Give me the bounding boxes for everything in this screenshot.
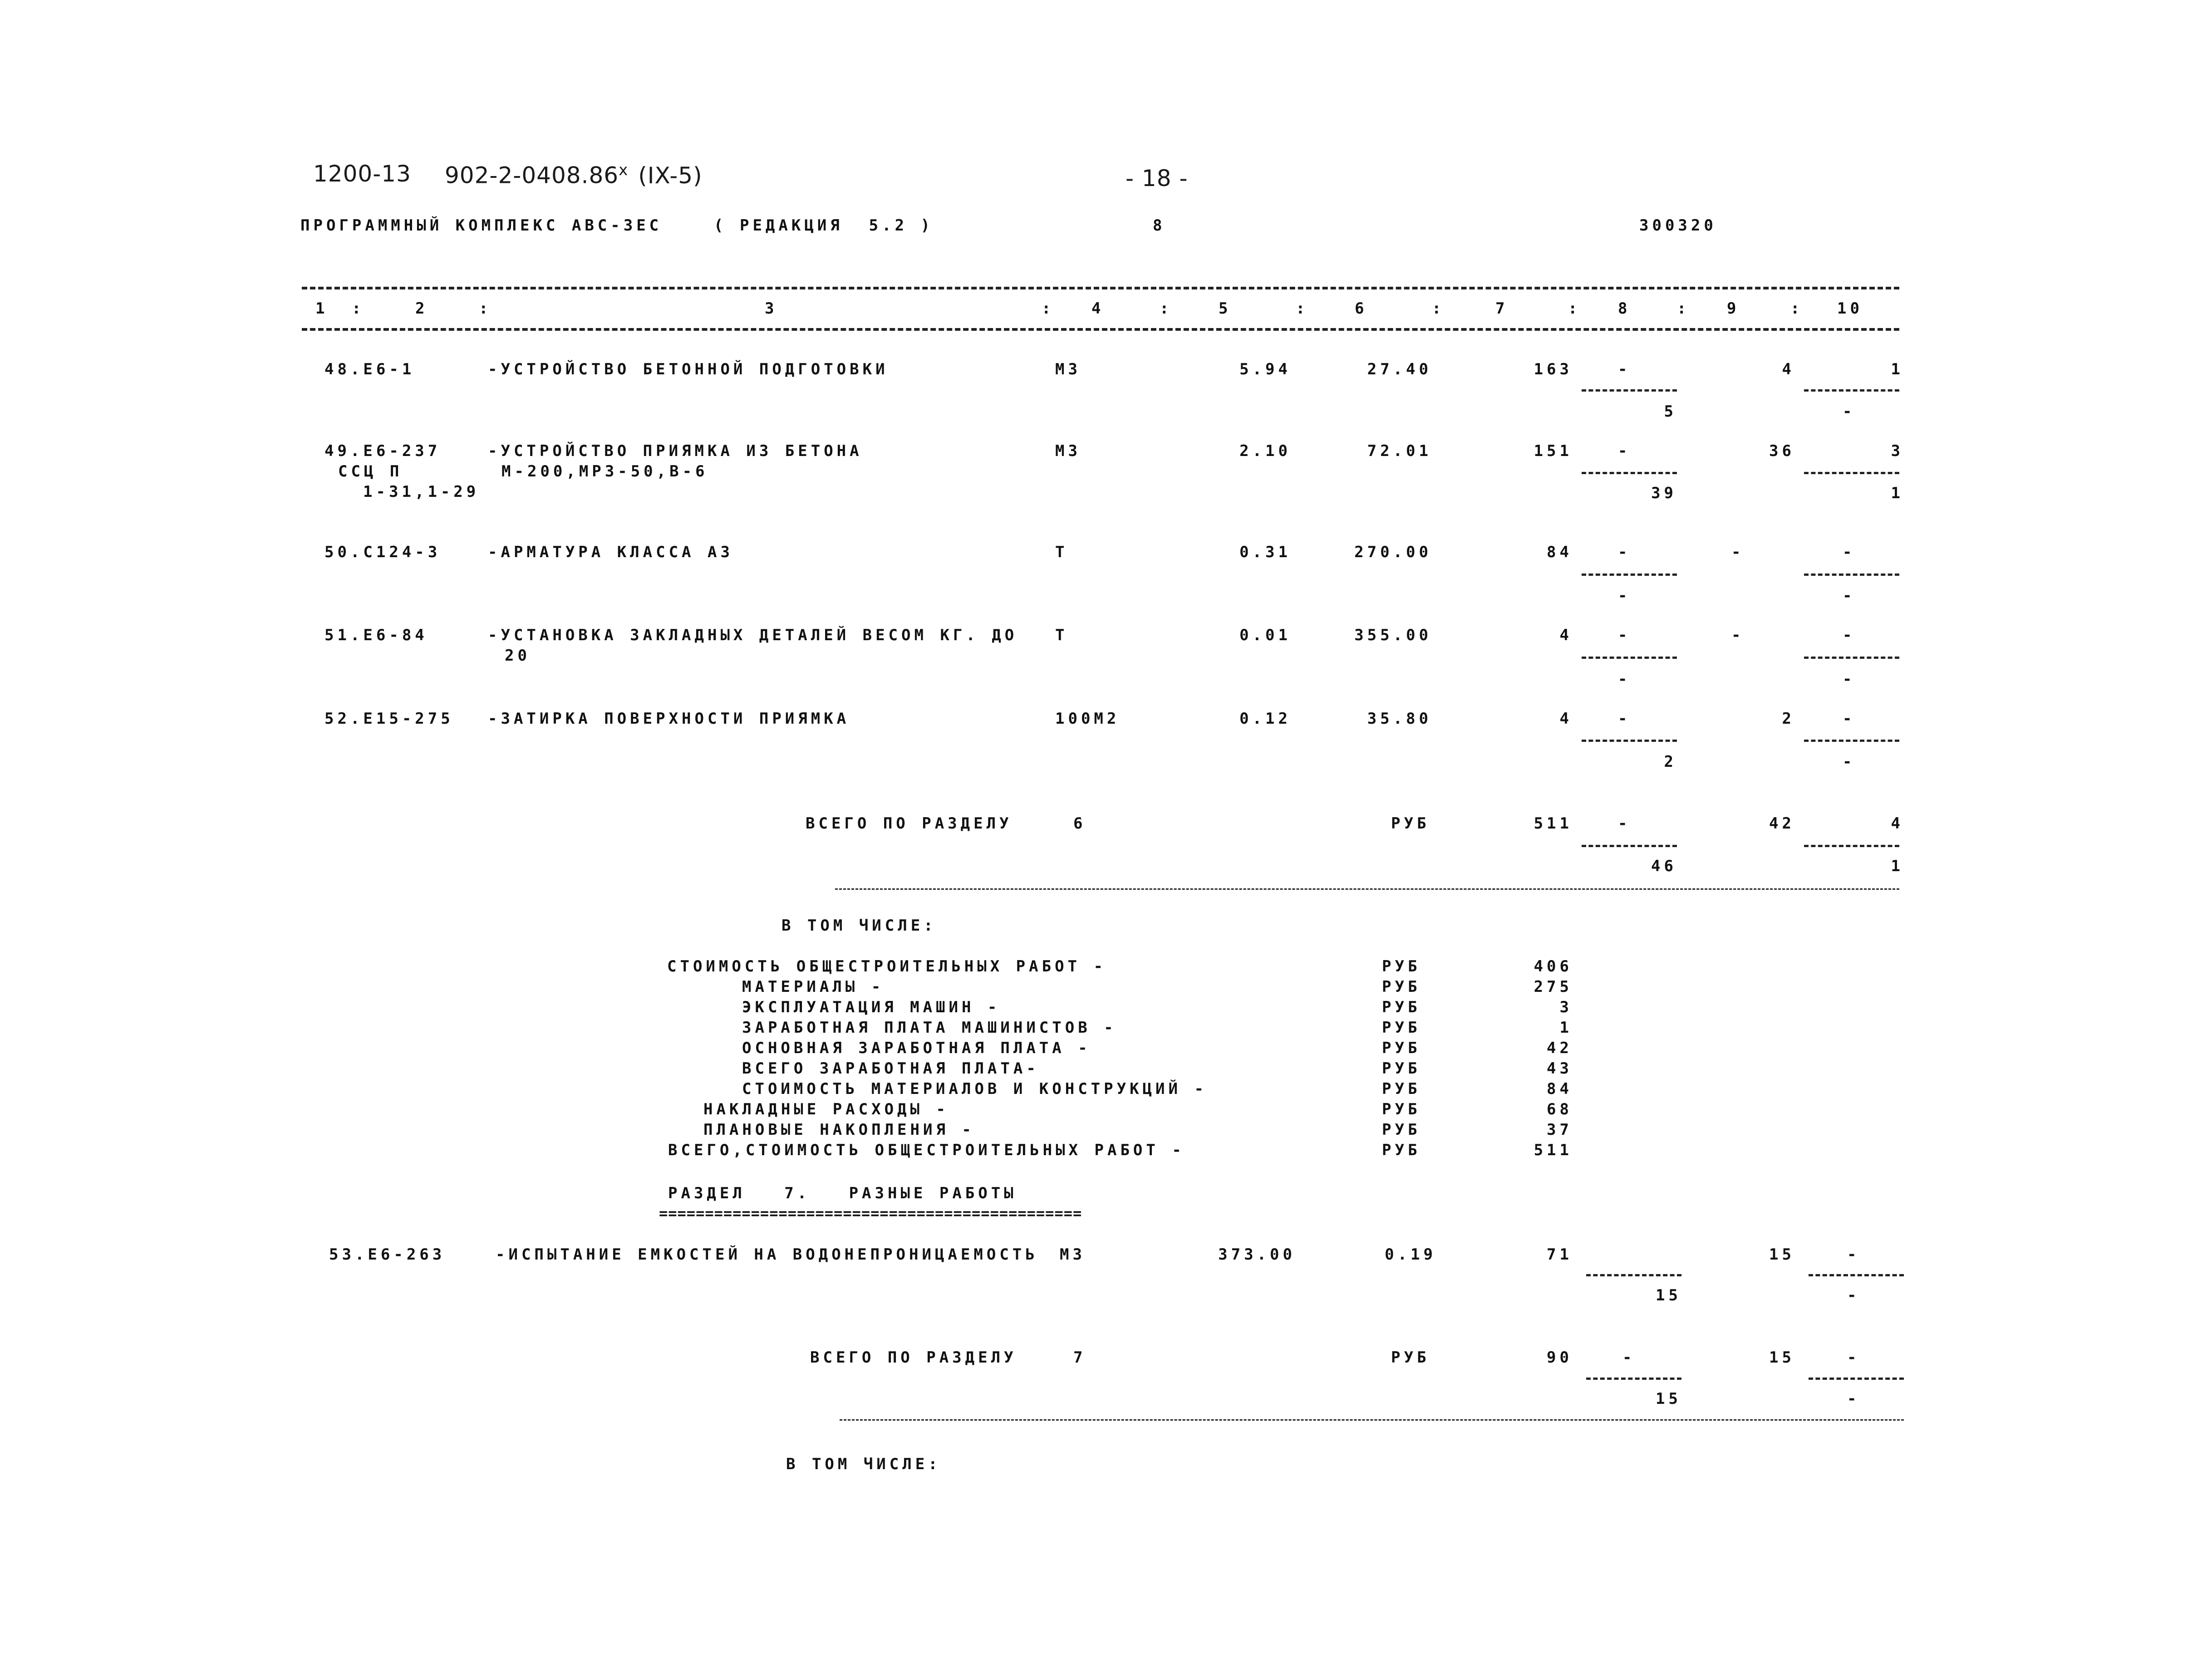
col8-bottom: 46 <box>1651 857 1677 875</box>
fraction-bar <box>1586 1378 1681 1380</box>
breakdown-value: 43 <box>1547 1059 1573 1078</box>
row-description: -УСТАНОВКА ЗАКЛАДНЫХ ДЕТАЛЕЙ ВЕСОМ КГ. ДО <box>488 626 1018 644</box>
including-heading: В ТОМ ЧИСЛЕ: <box>782 917 937 935</box>
row-number: 49.Е6-237 <box>324 442 441 460</box>
col8-bottom: - <box>1618 587 1631 605</box>
series-mark: x <box>619 161 629 179</box>
row-description: -УСТРОЙСТВО ПРИЯМКА ИЗ БЕТОНА <box>488 442 863 460</box>
col8-bottom: 5 <box>1664 402 1677 421</box>
breakdown-unit: РУБ <box>1382 978 1421 996</box>
col8-top: - <box>1618 442 1631 460</box>
breakdown-unit: РУБ <box>1382 1141 1421 1159</box>
fraction-bar <box>1804 845 1899 847</box>
breakdown-value: 37 <box>1547 1121 1573 1139</box>
series-code: 902-2-0408.86 <box>445 162 619 189</box>
section-title-underline: ============================================== <box>659 1205 1082 1222</box>
column-header-10: 10 <box>1837 299 1863 318</box>
col9-value: 36 <box>1769 442 1795 460</box>
col8-bottom: - <box>1618 670 1631 688</box>
breakdown-label: НАКЛАДНЫЕ РАСХОДЫ - <box>703 1100 949 1118</box>
breakdown-value: 68 <box>1547 1100 1573 1118</box>
including-heading: В ТОМ ЧИСЛЕ: <box>786 1455 941 1473</box>
row-unit: М3 <box>1055 360 1081 378</box>
row-number: 53.Е6-263 <box>329 1245 446 1264</box>
column-header-5: 5 <box>1219 299 1232 318</box>
breakdown-label: ОСНОВНАЯ ЗАРАБОТНАЯ ПЛАТА - <box>742 1039 1091 1057</box>
section-number: 7 <box>1073 1348 1086 1367</box>
col10-bottom: - <box>1847 1286 1860 1304</box>
col8-bottom: 15 <box>1656 1390 1681 1408</box>
breakdown-value: 3 <box>1559 998 1573 1016</box>
col10-top: - <box>1843 543 1856 561</box>
col10-top: 4 <box>1891 814 1904 833</box>
col8-top: - <box>1618 626 1631 644</box>
document-series <box>445 162 703 187</box>
breakdown-unit: РУБ <box>1382 1019 1421 1037</box>
breakdown-value: 1 <box>1559 1019 1573 1037</box>
col10-top: - <box>1847 1348 1860 1367</box>
row-description: -ИСПЫТАНИЕ ЕМКОСТЕЙ НА ВОДОНЕПРОНИЦАЕМОСТЬ <box>496 1245 1038 1264</box>
row-total: 4 <box>1559 710 1573 728</box>
column-header-2: 2 <box>415 299 428 318</box>
program-line: ПРОГРАММНЫЙ КОМПЛЕКС АВС-3ЕС ( РЕДАКЦИЯ 5.2 ) <box>300 216 934 235</box>
row-total: 84 <box>1547 543 1573 561</box>
row-unit-price: 27.40 <box>1367 360 1432 378</box>
breakdown-unit: РУБ <box>1382 1059 1421 1078</box>
col10-bottom: - <box>1843 670 1856 688</box>
row-unit-price: 270.00 <box>1354 543 1432 561</box>
column-header-6: 6 <box>1355 299 1368 318</box>
row-total: 71 <box>1547 1245 1573 1264</box>
fraction-bar <box>1804 389 1899 392</box>
row-unit: Т <box>1055 626 1068 644</box>
col10-bottom: 1 <box>1891 857 1904 875</box>
breakdown-value: 511 <box>1534 1141 1573 1159</box>
column-separator: : <box>1568 299 1581 318</box>
breakdown-value: 275 <box>1534 978 1573 996</box>
section-rule <box>835 888 1899 890</box>
breakdown-label: ВСЕГО,СТОИМОСТЬ ОБЩЕСТРОИТЕЛЬНЫХ РАБОТ - <box>668 1141 1185 1159</box>
row-description: -УСТРОЙСТВО БЕТОННОЙ ПОДГОТОВКИ <box>488 360 889 378</box>
section-number: 6 <box>1073 814 1086 833</box>
breakdown-value: 42 <box>1547 1039 1573 1057</box>
row-unit-price: 72.01 <box>1367 442 1432 460</box>
col9-value: - <box>1731 543 1745 561</box>
page-number: - 18 - <box>1126 165 1188 191</box>
column-separator: : <box>1432 299 1445 318</box>
row-total: 151 <box>1534 442 1573 460</box>
breakdown-unit: РУБ <box>1382 1100 1421 1118</box>
fraction-bar <box>1582 740 1677 742</box>
header-code: 8 <box>1153 216 1166 235</box>
row-description: -АРМАТУРА КЛАССА А3 <box>488 543 733 561</box>
column-header-8: 8 <box>1618 299 1631 318</box>
section-total-unit: РУБ <box>1391 814 1430 833</box>
fraction-bar <box>1804 472 1899 474</box>
col10-top: 1 <box>1891 360 1904 378</box>
section-total-unit: РУБ <box>1391 1348 1430 1367</box>
row-unit-price: 35.80 <box>1367 710 1432 728</box>
table-top-rule <box>302 287 1899 289</box>
section-total-value: 90 <box>1547 1348 1573 1367</box>
breakdown-label: СТОИМОСТЬ МАТЕРИАЛОВ И КОНСТРУКЦИЙ - <box>742 1080 1207 1098</box>
header-number: 300320 <box>1639 216 1717 235</box>
col8-top: - <box>1618 360 1631 378</box>
column-header-7: 7 <box>1495 299 1509 318</box>
row-number: 48.Е6-1 <box>324 360 415 378</box>
column-separator: : <box>352 299 365 318</box>
col10-top: - <box>1843 626 1856 644</box>
breakdown-label: ПЛАНОВЫЕ НАКОПЛЕНИЯ - <box>703 1121 975 1139</box>
fraction-bar <box>1582 389 1677 392</box>
column-header-4: 4 <box>1091 299 1105 318</box>
col8-bottom: 15 <box>1656 1286 1681 1304</box>
row-unit: Т <box>1055 543 1068 561</box>
row-quantity: 373.00 <box>1218 1245 1296 1264</box>
row-number: 51.Е6-84 <box>324 626 428 644</box>
row-quantity: 0.01 <box>1239 626 1291 644</box>
breakdown-label: ВСЕГО ЗАРАБОТНАЯ ПЛАТА- <box>742 1059 1039 1078</box>
column-separator: : <box>1677 299 1690 318</box>
breakdown-unit: РУБ <box>1382 957 1421 976</box>
breakdown-label: ЗАРАБОТНАЯ ПЛАТА МАШИНИСТОВ - <box>742 1019 1117 1037</box>
col10-bottom: - <box>1843 587 1856 605</box>
column-separator: : <box>1160 299 1173 318</box>
col10-top: - <box>1847 1245 1860 1264</box>
col9-value: - <box>1731 626 1745 644</box>
col10-top: 3 <box>1891 442 1904 460</box>
breakdown-label: МАТЕРИАЛЫ - <box>742 978 885 996</box>
row-description-cont: М-200,МРЗ-50,В-6 <box>501 462 708 480</box>
column-separator: : <box>1790 299 1804 318</box>
fraction-bar <box>1809 1378 1904 1380</box>
fraction-bar <box>1809 1274 1904 1276</box>
row-quantity: 2.10 <box>1239 442 1291 460</box>
row-unit: М3 <box>1060 1245 1086 1264</box>
col10-bottom: - <box>1843 402 1856 421</box>
fraction-bar <box>1586 1274 1681 1276</box>
col10-bottom: 1 <box>1891 484 1904 502</box>
row-reference: ССЦ П <box>338 462 403 480</box>
section-title: РАЗДЕЛ 7. РАЗНЫЕ РАБОТЫ <box>668 1184 1017 1202</box>
col8-top: - <box>1622 1348 1636 1367</box>
row-reference: 1-31,1-29 <box>363 483 480 501</box>
col8-top: - <box>1618 543 1631 561</box>
col8-bottom: 39 <box>1651 484 1677 502</box>
col10-bottom: - <box>1843 753 1856 771</box>
column-separator: : <box>1042 299 1055 318</box>
breakdown-unit: РУБ <box>1382 998 1421 1016</box>
col9-value: 15 <box>1769 1245 1795 1264</box>
breakdown-unit: РУБ <box>1382 1121 1421 1139</box>
table-header-rule <box>302 328 1899 331</box>
row-description: -ЗАТИРКА ПОВЕРХНОСТИ ПРИЯМКА <box>488 710 850 728</box>
col9-value: 15 <box>1769 1348 1795 1367</box>
fraction-bar <box>1582 657 1677 659</box>
row-quantity: 0.12 <box>1239 710 1291 728</box>
col8-top: - <box>1618 814 1631 833</box>
row-quantity: 5.94 <box>1239 360 1291 378</box>
column-header-1: 1 <box>315 299 329 318</box>
fraction-bar <box>1804 657 1899 659</box>
col8-bottom: 2 <box>1664 753 1677 771</box>
fraction-bar <box>1582 845 1677 847</box>
row-unit: М3 <box>1055 442 1081 460</box>
column-separator: : <box>1296 299 1309 318</box>
fraction-bar <box>1804 574 1899 576</box>
breakdown-value: 406 <box>1534 957 1573 976</box>
section-rule <box>840 1419 1904 1421</box>
row-total: 163 <box>1534 360 1573 378</box>
column-header-9: 9 <box>1727 299 1740 318</box>
breakdown-value: 84 <box>1547 1080 1573 1098</box>
document-number: 1200-13 <box>313 161 411 187</box>
col9-value: 42 <box>1769 814 1795 833</box>
fraction-bar <box>1582 472 1677 474</box>
row-unit-price: 355.00 <box>1354 626 1432 644</box>
fraction-bar <box>1582 574 1677 576</box>
series-suffix: (IX-5) <box>638 162 703 189</box>
breakdown-unit: РУБ <box>1382 1039 1421 1057</box>
breakdown-unit: РУБ <box>1382 1080 1421 1098</box>
row-quantity: 0.31 <box>1239 543 1291 561</box>
breakdown-label: СТОИМОСТЬ ОБЩЕСТРОИТЕЛЬНЫХ РАБОТ - <box>667 957 1106 976</box>
col9-value: 2 <box>1782 710 1795 728</box>
fraction-bar <box>1804 740 1899 742</box>
row-unit-price: 0.19 <box>1385 1245 1436 1264</box>
column-separator: : <box>479 299 492 318</box>
column-header-3: 3 <box>765 299 778 318</box>
row-total: 4 <box>1559 626 1573 644</box>
col8-top: - <box>1618 710 1631 728</box>
col9-value: 4 <box>1782 360 1795 378</box>
row-number: 52.Е15-275 <box>324 710 454 728</box>
breakdown-label: ЭКСПЛУАТАЦИЯ МАШИН - <box>742 998 1001 1016</box>
section-total-label: ВСЕГО ПО РАЗДЕЛУ <box>810 1348 1017 1367</box>
row-number: 50.С124-3 <box>324 543 441 561</box>
row-unit: 100М2 <box>1055 710 1120 728</box>
section-total-value: 511 <box>1534 814 1573 833</box>
section-total-label: ВСЕГО ПО РАЗДЕЛУ <box>806 814 1013 833</box>
row-description-cont: 20 <box>505 647 531 665</box>
col10-bottom: - <box>1847 1390 1860 1408</box>
col10-top: - <box>1843 710 1856 728</box>
